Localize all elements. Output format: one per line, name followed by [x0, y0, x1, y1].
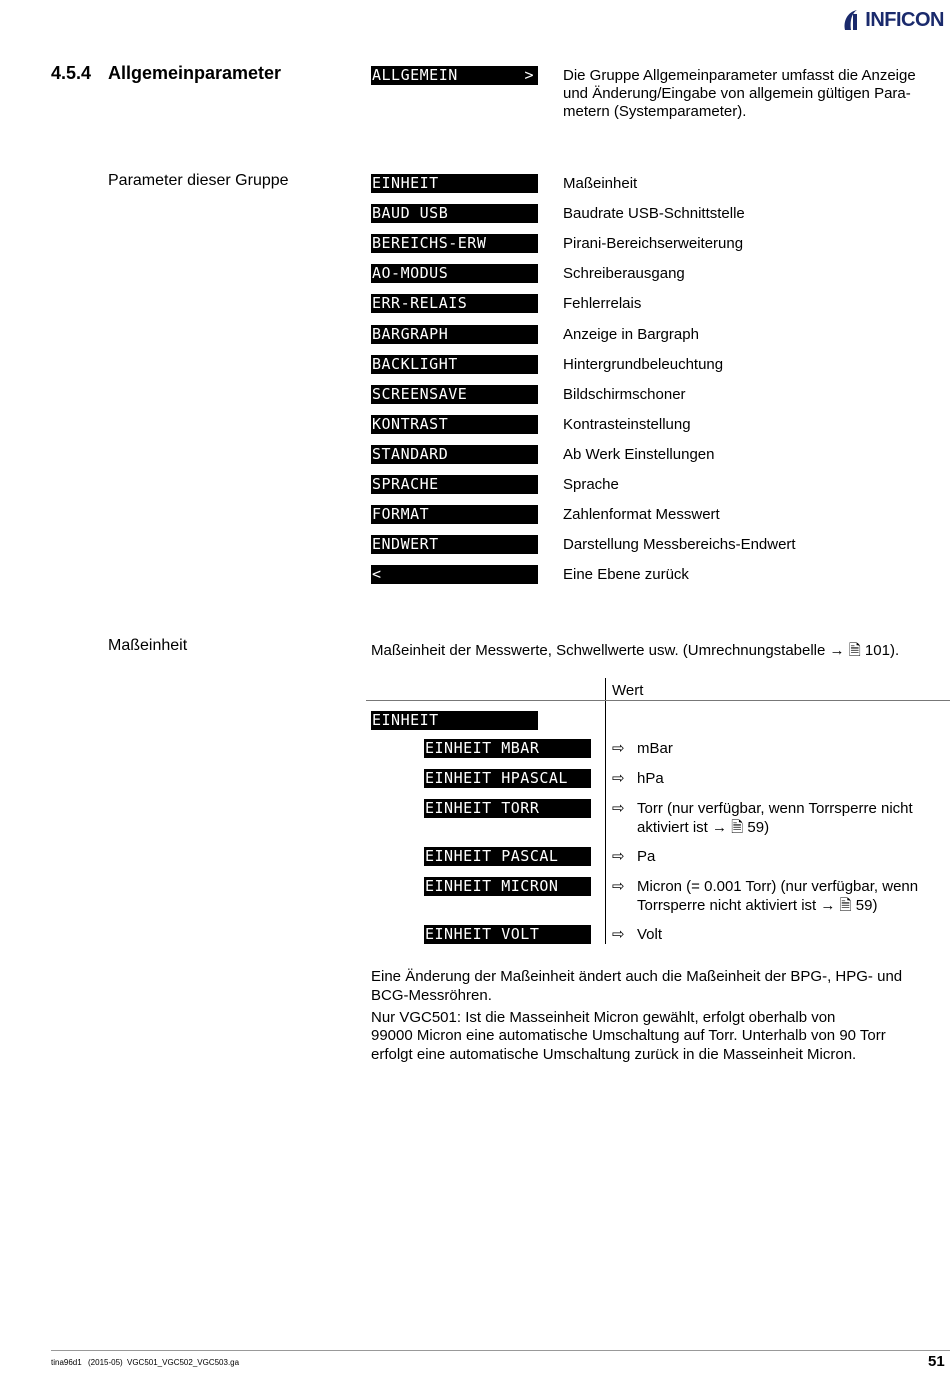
- footer-doc-id: tina96d1: [51, 1358, 82, 1367]
- unit-option-value: Torr (nur verfügbar, wenn Torrsperre nicht: [637, 800, 913, 817]
- unit-option-value: Torrsperre nicht aktiviert ist → 🗎 59): [637, 897, 878, 914]
- section-number: 4.5.4: [51, 63, 92, 83]
- column-header-wert: Wert: [612, 682, 644, 699]
- param-description: Hintergrundbeleuchtung: [563, 356, 724, 373]
- note2-line-2: 99000 Micron eine automatische Umschaltung auf Torr. Unterhalb von 90 Torr: [371, 1027, 886, 1044]
- section-description-line-1: Die Gruppe Allgemeinparameter umfasst die Anzeige: [563, 67, 916, 84]
- lcd-param: <: [371, 565, 538, 584]
- params-heading: Parameter dieser Gruppe: [108, 172, 289, 189]
- lcd-unit-option: EINHEIT TORR: [424, 799, 591, 818]
- param-description: Darstellung Messbereichs-Endwert: [563, 536, 796, 553]
- hollow-arrow-icon: ⇨: [612, 878, 625, 895]
- hollow-arrow-icon: ⇨: [612, 770, 625, 787]
- unit-option-value: aktiviert ist → 🗎 59): [637, 819, 770, 836]
- section-description-line-2: und Änderung/Eingabe von allgemein gültigen Para-: [563, 85, 911, 102]
- unit-option-value: Micron (= 0.001 Torr) (nur verfügbar, wenn: [637, 878, 919, 895]
- param-description: Ab Werk Einstellungen: [563, 446, 715, 463]
- lcd-param: BACKLIGHT: [371, 355, 538, 374]
- hollow-arrow-icon: ⇨: [612, 740, 625, 757]
- footer-rule: [51, 1350, 950, 1351]
- unit-heading: Maßeinheit: [108, 637, 188, 654]
- footer-date: (2015-05): [88, 1358, 123, 1367]
- lcd-param: FORMAT: [371, 505, 538, 524]
- page-number: 51: [928, 1353, 945, 1370]
- hollow-arrow-icon: ⇨: [612, 800, 625, 817]
- param-description: Kontrasteinstellung: [563, 416, 691, 433]
- brand-logo: [841, 8, 944, 32]
- lcd-param: SCREENSAVE: [371, 385, 538, 404]
- unit-option-value: hPa: [637, 770, 664, 787]
- footer-file: VGC501_VGC502_VGC503.ga: [127, 1358, 240, 1367]
- lcd-unit-option: EINHEIT MICRON: [424, 877, 591, 896]
- lcd-param: ERR-RELAIS: [371, 294, 538, 313]
- param-description: Fehlerrelais: [563, 295, 642, 312]
- lcd-param: AO-MODUS: [371, 264, 538, 283]
- param-description: Schreiberausgang: [563, 265, 685, 282]
- section-title: Allgemeinparameter: [108, 63, 282, 83]
- lcd-unit-option: EINHEIT PASCAL: [424, 847, 591, 866]
- unit-option-value: Volt: [637, 926, 663, 943]
- param-description: Zahlenformat Messwert: [563, 506, 720, 523]
- param-description: Anzeige in Bargraph: [563, 326, 699, 343]
- lcd-unit-option: EINHEIT MBAR: [424, 739, 591, 758]
- note1-line-1: Eine Änderung der Maßeinheit ändert auch die Maßeinheit der BPG-, HPG- und: [371, 968, 903, 985]
- hollow-arrow-icon: ⇨: [612, 926, 625, 943]
- lcd-unit-option: EINHEIT VOLT: [424, 925, 591, 944]
- table-header-rule: [366, 700, 950, 701]
- param-description: Pirani-Bereichserweiterung: [563, 235, 744, 252]
- table-vertical-divider: [605, 678, 606, 944]
- lcd-allgemein: ALLGEMEIN >: [371, 66, 538, 85]
- lcd-param: SPRACHE: [371, 475, 538, 494]
- lcd-param: BEREICHS-ERW: [371, 234, 538, 253]
- logo-text: INFICON: [865, 8, 944, 31]
- lcd-param: ENDWERT: [371, 535, 538, 554]
- hollow-arrow-icon: ⇨: [612, 848, 625, 865]
- param-description: Eine Ebene zurück: [563, 566, 689, 583]
- lcd-param: BARGRAPH: [371, 325, 538, 344]
- param-description: Baudrate USB-Schnittstelle: [563, 205, 745, 222]
- unit-option-value: Pa: [637, 848, 656, 865]
- note2-line-3: erfolgt eine automatische Umschaltung zurück in die Masseinheit Micron.: [371, 1046, 857, 1063]
- lcd-param: STANDARD: [371, 445, 538, 464]
- unit-intro: Maßeinheit der Messwerte, Schwellwerte usw. (Umrechnungstabelle → 🗎 101).: [371, 642, 900, 659]
- param-description: Sprache: [563, 476, 619, 493]
- param-description: Bildschirmschoner: [563, 386, 686, 403]
- lcd-param: KONTRAST: [371, 415, 538, 434]
- unit-option-value: mBar: [637, 740, 673, 757]
- section-description-line-3: metern (Systemparameter).: [563, 103, 747, 120]
- lcd-param: EINHEIT: [371, 174, 538, 193]
- note1-line-2: BCG-Messröhren.: [371, 987, 492, 1004]
- inficon-logo-mark-icon: [841, 8, 863, 32]
- param-description: Maßeinheit: [563, 175, 638, 192]
- lcd-einheit: EINHEIT: [371, 711, 538, 730]
- lcd-unit-option: EINHEIT HPASCAL: [424, 769, 591, 788]
- note2-line-1: Nur VGC501: Ist die Masseinheit Micron gewählt, erfolgt oberhalb von: [371, 1009, 836, 1026]
- lcd-param: BAUD USB: [371, 204, 538, 223]
